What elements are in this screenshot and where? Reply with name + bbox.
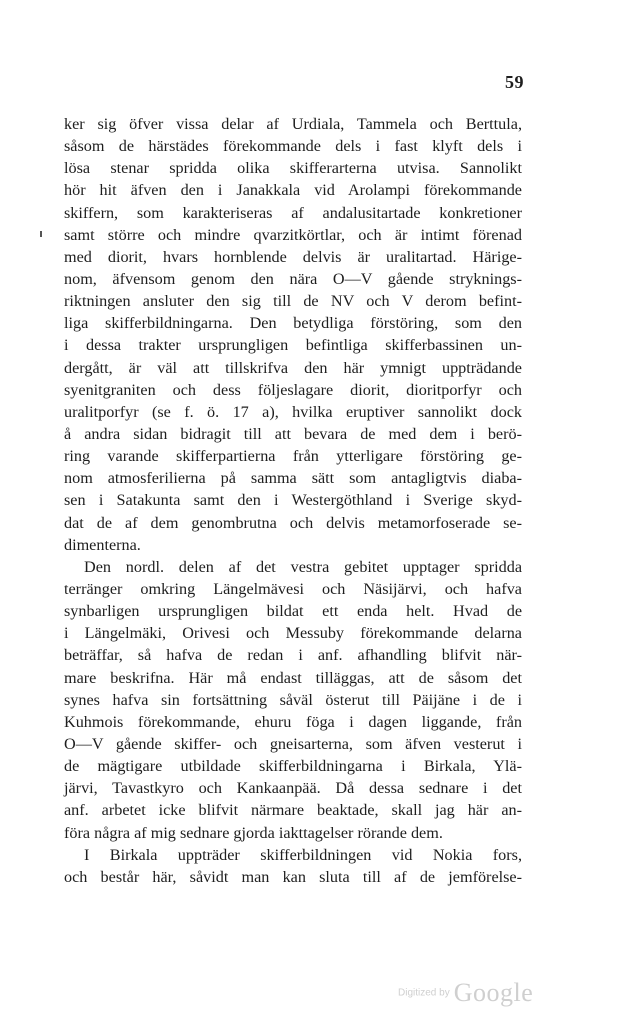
text-line: synbarligen ursprungligen bildat ett enda helt. Hvad de [64, 602, 522, 621]
text-line: I Birkala uppträder skifferbildningen vid Nokia fors, [84, 845, 522, 864]
text-line: dat de af dem genombrutna och delvis metamorfoserade se- [64, 513, 522, 532]
text-line: nom, äfvensom genom den nära O—V gående stryknings- [64, 269, 522, 288]
text-line: ker sig öfver vissa delar af Urdiala, Tammela och Berttula, [64, 115, 522, 133]
text-line: såsom de härstädes förekommande dels i fast klyft dels i [64, 137, 522, 156]
text-line: syenitgraniten och dess följeslagare diorit, dioritporfyr och [64, 380, 522, 399]
text-line: dimenterna. [64, 535, 141, 554]
body-text [64, 113, 522, 888]
watermark-prefix: Digitized by [398, 987, 450, 999]
text-line: å andra sidan bidragit till att bevara de med dem i berö- [64, 424, 522, 443]
text-line: mare beskrifna. Här må endast tilläggas, att de såsom det [64, 668, 522, 687]
text-line: Den nordl. delen af det vestra gebitet upptager spridda [84, 557, 522, 576]
text-line: i Längelmäki, Orivesi och Messuby förekommande delarna [64, 624, 522, 643]
text-line: sen i Satakunta samt den i Westergöthland i Sverige skyd- [64, 491, 522, 510]
margin-mark [40, 231, 42, 237]
text-line: synes hafva sin fortsättning såväl österut till Päijäne i de i [64, 690, 522, 709]
text-line: liga skifferbildningarna. Den betydliga förstöring, som den [64, 314, 522, 333]
text-line: föra några af mig sednare gjorda iakttagelser rörande dem. [64, 823, 443, 842]
page-number: 59 [505, 72, 524, 92]
text-line: uralitporfyr (se f. ö. 17 a), hvilka eruptiver sannolikt dock [64, 402, 522, 421]
text-line: Kuhmois förekommande, ehuru föga i dagen liggande, från [64, 712, 522, 731]
text-line: ring varande skifferpartierna från ytterligare förstöring ge- [64, 447, 522, 466]
text-line: samt större och mindre qvarzitkörtlar, och är intimt förenad [64, 225, 522, 244]
text-line: de mägtigare utbildade skifferbildningarna i Birkala, Ylä- [64, 757, 522, 776]
text-line: terränger omkring Längelmävesi och Näsijärvi, och hafva [64, 579, 522, 598]
text-line: O—V gående skiffer- och gneisarterna, som äfven vesterut i [64, 734, 522, 753]
text-line: järvi, Tavastkyro och Kankaanpää. Då dessa sednare i det [64, 779, 522, 798]
text-line: hör hit äfven den i Janakkala vid Arolampi förekommande [64, 181, 522, 200]
text-line: riktningen ansluter den sig till de NV och V derom befint- [64, 292, 522, 311]
text-line: beträffar, så hafva de redan i anf. afhandling blifvit när- [64, 646, 522, 665]
text-line: lösa stenar spridda olika skifferarterna utvisa. Sannolikt [64, 159, 522, 178]
text-line: i dessa trakter ursprungligen befintliga skifferbassinen un- [64, 336, 522, 355]
google-logo: Google [453, 978, 534, 1007]
text-line: dergått, är väl att tillskrifva den här ymnigt uppträdande [64, 358, 522, 377]
digitized-by-google-watermark [398, 978, 533, 1008]
text-line: med diorit, hvars hornblende delvis är uralitartad. Härige- [64, 247, 522, 266]
text-line: skiffern, som karakteriseras af andalusitartade konkretioner [64, 203, 522, 222]
text-line: och består här, såvidt man kan sluta till af de jemförelse- [64, 867, 522, 886]
text-line: nom atmosferilierna på samma sätt som antagligtvis diaba- [64, 469, 522, 488]
text-line: anf. arbetet icke blifvit närmare beaktade, skall jag här an- [64, 801, 522, 820]
